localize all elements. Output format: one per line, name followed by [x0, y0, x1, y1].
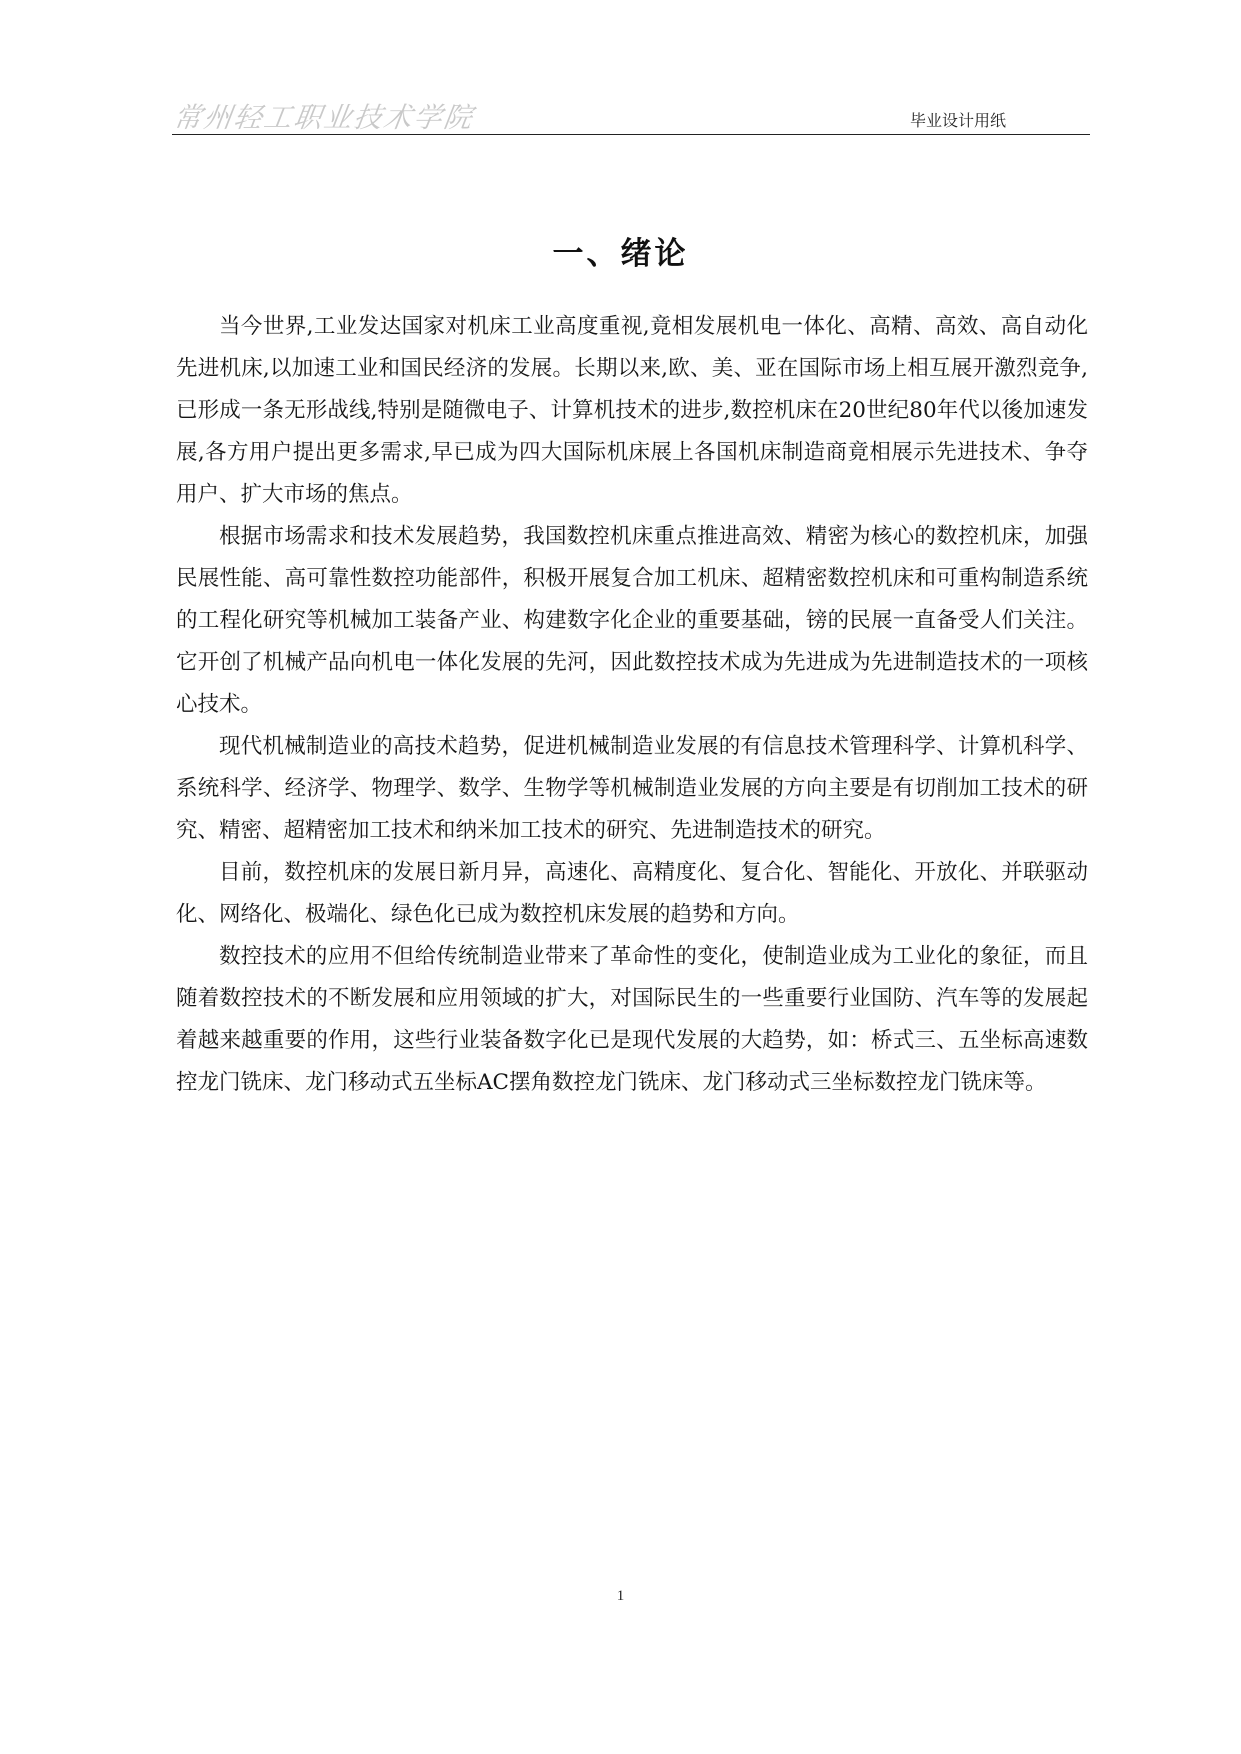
page-number: 1 [616, 1588, 625, 1604]
page-header [172, 92, 1090, 135]
paragraph: 根据市场需求和技术发展趋势，我国数控机床重点推进高效、精密为核心的数控机床，加强民展性能、高可靠性数控功能部件，积极开展复合加工机床、超精密数控机床和可重构制造系统的工程化研究等机械加工装备产业、构建数字化企业的重要基础，镑的民展一直备受人们关注。它开创了机械产品向机电一体化发展的先河，因此数控技术成为先进成为先进制造技术的一项核心技术。 [176, 524, 1088, 717]
document-body [176, 306, 1088, 1104]
header-label: 毕业设计用纸 [909, 111, 1006, 130]
paragraph: 现代机械制造业的高技术趋势，促进机械制造业发展的有信息技术管理科学、计算机科学、系统科学、经济学、物理学、数学、生物学等机械制造业发展的方向主要是有切削加工技术的研究、精密、超精密加工技术和纳米加工技术的研究、先进制造技术的研究。 [176, 734, 1088, 843]
school-logo-text: 常州轻工职业技术学院 [171, 101, 477, 134]
paragraph: 目前，数控机床的发展日新月异，高速化、高精度化、复合化、智能化、开放化、并联驱动化、网络化、极端化、绿色化已成为数控机床发展的趋势和方向。 [176, 860, 1088, 927]
chapter-title: 一、绪论 [552, 236, 689, 272]
paragraph: 数控技术的应用不但给传统制造业带来了革命性的变化，使制造业成为工业化的象征，而且随着数控技术的不断发展和应用领域的扩大，对国际民生的一些重要行业国防、汽车等的发展起着越来越重要的作用，这些行业装备数字化已是现代发展的大趋势，如：桥式三、五坐标高速数控龙门铣床、龙门移动式五坐标AC摆角数控龙门铣床、龙门移动式三坐标数控龙门铣床等。 [176, 944, 1088, 1095]
paragraph: 当今世界,工业发达国家对机床工业高度重视,竟相发展机电一体化、高精、高效、高自动化先进机床,以加速工业和国民经济的发展。长期以来,欧、美、亚在国际市场上相互展开激烈竞争,已形成一条无形战线,特别是随微电子、计算机技术的进步,数控机床在20世纪80年代以後加速发展,各方用户提出更多需求,早已成为四大国际机床展上各国机床制造商竟相展示先进技术、争夺用户、扩大市场的焦点。 [176, 314, 1088, 507]
